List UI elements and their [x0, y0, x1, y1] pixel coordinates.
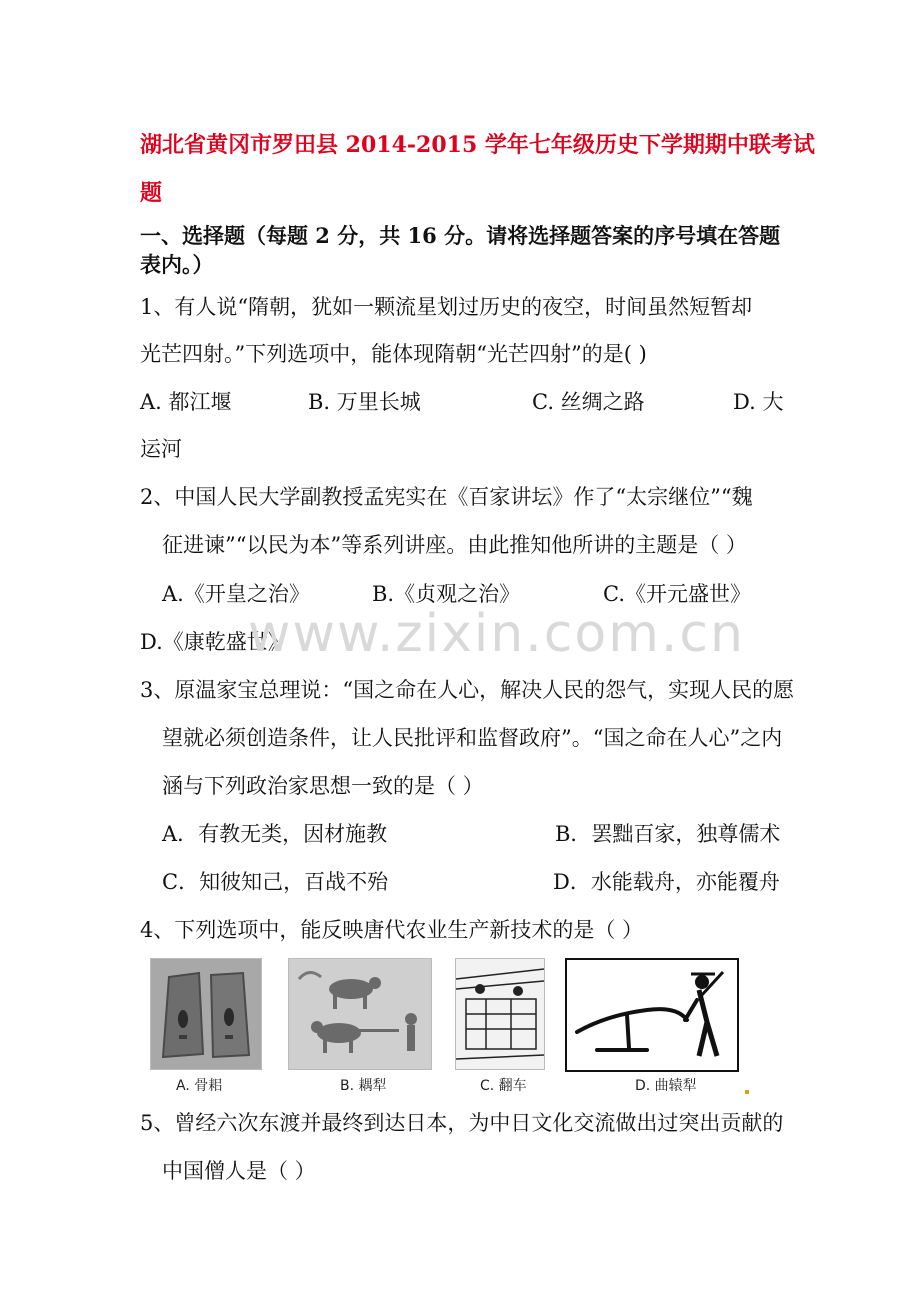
q2-option-c: C.《开元盛世》: [603, 582, 751, 606]
bone-spade-image: [150, 958, 262, 1070]
decorative-dot: [745, 1090, 749, 1094]
q1-stem-line2: 光芒四射。”下列选项中，能体现隋朝“光芒四射”的是( ): [140, 342, 647, 366]
q3-option-d: D．水能载舟，亦能覆舟: [553, 870, 780, 894]
caption-ox-plough: B. 耦犁: [340, 1078, 387, 1094]
q5-stem-line2: 中国僧人是（ ）: [162, 1159, 316, 1183]
q1-option-d-cont: 运河: [140, 437, 182, 461]
q1-stem-line1: 1、有人说“隋朝，犹如一颗流星划过历史的夜空，时间虽然短暂却: [140, 295, 753, 319]
q2-stem-line2: 征进谏”“以民为本”等系列讲座。由此推知他所讲的主题是（ ）: [162, 533, 747, 557]
caption-chain-pump: C. 翻车: [480, 1078, 527, 1094]
q3-option-a: A．有教无类，因材施教: [162, 822, 388, 846]
q2-option-b: B.《贞观之治》: [372, 582, 521, 606]
curved-plough-image: [565, 958, 739, 1072]
q3-stem-line2: 望就必须创造条件，让人民批评和监督政府”。“国之命在人心”之内: [162, 726, 783, 750]
q3-stem-line3: 涵与下列政治家思想一致的是（ ）: [162, 774, 484, 798]
watermark: www.zixin.com.cn: [248, 604, 745, 664]
ox-plough-image: [288, 958, 432, 1070]
q2-option-a: A.《开皇之治》: [162, 582, 310, 606]
q3-option-b: B．罢黜百家，独尊儒术: [555, 822, 781, 846]
q4-stem-line1: 4、下列选项中，能反映唐代农业生产新技术的是（ ）: [140, 918, 644, 942]
q1-option-a: A. 都江堰: [140, 390, 232, 414]
q5-stem-line1: 5、曾经六次东渡并最终到达日本，为中日文化交流做出过突出贡献的: [140, 1111, 784, 1135]
q3-stem-line1: 3、原温家宝总理说：“国之命在人心，解决人民的怨气，实现人民的愿: [140, 678, 795, 702]
q3-option-c: C．知彼知己，百战不殆: [162, 870, 389, 894]
exam-title-line1: 湖北省黄冈市罗田县 2014-2015 学年七年级历史下学期期中联考试: [140, 132, 815, 158]
q2-option-d: D.《康乾盛世》: [140, 630, 289, 654]
chain-pump-image: [455, 958, 545, 1070]
caption-curved-plough: D. 曲辕犁: [635, 1078, 697, 1094]
section-heading-line1: 一、选择题（每题 2 分，共 16 分。请将选择题答案的序号填在答题: [140, 223, 781, 248]
caption-bone-spade: A. 骨耜: [176, 1078, 223, 1094]
q1-option-b: B. 万里长城: [308, 390, 421, 414]
q2-stem-line1: 2、中国人民大学副教授孟宪实在《百家讲坛》作了“太宗继位”“魏: [140, 485, 753, 509]
q1-option-d: D. 大: [733, 390, 784, 414]
q1-option-c: C. 丝绸之路: [532, 390, 645, 414]
section-heading-line2: 表内。）: [140, 252, 214, 277]
exam-title-line2: 题: [140, 180, 163, 206]
